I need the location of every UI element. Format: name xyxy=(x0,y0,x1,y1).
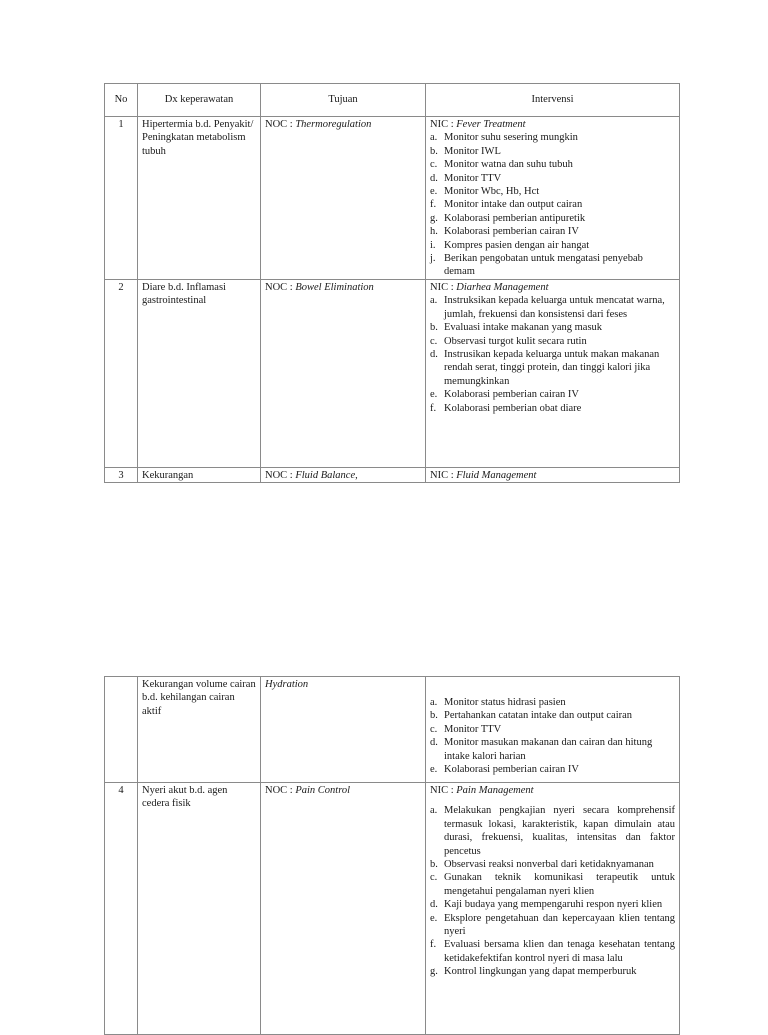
item-marker: f. xyxy=(430,199,437,211)
item-text: Observasi turgot kulit secara rutin xyxy=(444,335,587,347)
item-text: Monitor TTV xyxy=(444,723,502,735)
care-plan-table-top xyxy=(104,83,680,483)
item-marker: d. xyxy=(430,348,438,360)
item-text: Berikan pengobatan untuk mengatasi penyebab demam xyxy=(444,253,643,278)
noc-prefix: NOC : xyxy=(265,785,296,796)
nic-intervention: Fluid Management xyxy=(456,469,537,481)
intervention-item xyxy=(430,252,675,279)
intervention-item xyxy=(430,185,675,198)
table-row xyxy=(105,467,680,482)
item-marker: d. xyxy=(430,737,438,749)
item-text: Kompres pasien dengan air hangat xyxy=(444,239,590,251)
item-text: Monitor TTV xyxy=(444,172,502,184)
row-number: 4 xyxy=(105,783,138,1035)
item-marker: a. xyxy=(430,132,438,144)
spacer xyxy=(430,797,675,804)
spacer xyxy=(430,678,675,696)
diagnosis-cell: Hipertermia b.d. Penyakit/ Peningkatan metabolism tubuh xyxy=(138,117,261,280)
item-marker: a. xyxy=(430,697,438,708)
intervention-item xyxy=(430,131,675,144)
item-text: Kolaborasi pemberian cairan IV xyxy=(444,389,579,401)
noc-cell xyxy=(261,279,426,467)
intervention-item xyxy=(430,198,675,211)
item-text: Monitor intake dan output cairan xyxy=(444,199,583,211)
noc-outcome: Hydration xyxy=(265,679,309,690)
item-marker: f. xyxy=(430,402,437,414)
item-text: Monitor watna dan suhu tubuh xyxy=(444,159,573,171)
item-marker: b. xyxy=(430,322,438,334)
header-no: No xyxy=(105,84,138,117)
nic-intervention: Diarhea Management xyxy=(456,281,549,293)
table-row xyxy=(105,279,680,467)
item-text: Monitor Wbc, Hb, Hct xyxy=(444,186,540,198)
nic-cell xyxy=(426,279,680,467)
item-marker: e. xyxy=(430,912,438,924)
nic-cell xyxy=(426,677,680,783)
diagnosis-cell: Kekurangan volume cairan b.d. kehilangan cairan aktif xyxy=(138,677,261,783)
item-marker: d. xyxy=(430,172,438,184)
item-marker: c. xyxy=(430,723,438,735)
item-marker: d. xyxy=(430,899,438,911)
intervention-item xyxy=(430,898,675,911)
item-marker: c. xyxy=(430,872,438,884)
noc-cell xyxy=(261,783,426,1035)
nic-heading xyxy=(430,118,675,131)
item-text: Kolaborasi pemberian cairan IV xyxy=(444,764,579,776)
item-marker: f. xyxy=(430,939,437,951)
intervention-item xyxy=(430,321,675,334)
item-marker: a. xyxy=(430,295,438,307)
row-number: 1 xyxy=(105,117,138,280)
item-marker: e. xyxy=(430,389,438,401)
intervention-item xyxy=(430,804,675,858)
item-text: Instruksikan kepada keluarga untuk mencatat warna, jumlah, frekuensi dan konsistensi dari feses xyxy=(444,295,665,320)
item-text: Instrusikan kepada keluarga untuk makan makanan rendah serat, tinggi protein, dan tinggi kalori jika memungkinkan xyxy=(444,348,660,387)
item-marker: c. xyxy=(430,335,438,347)
intervention-list xyxy=(430,696,675,776)
intervention-item xyxy=(430,938,675,965)
intervention-item xyxy=(430,388,675,401)
item-text: Observasi reaksi nonverbal dari ketidaknyamanan xyxy=(444,859,654,871)
nic-cell xyxy=(426,783,680,1035)
intervention-item xyxy=(430,348,675,388)
noc-prefix: NOC : xyxy=(265,469,296,481)
intervention-item xyxy=(430,723,675,736)
intervention-item xyxy=(430,763,675,776)
intervention-item xyxy=(430,335,675,348)
noc-outcome: Bowel Elimination xyxy=(295,281,374,293)
nic-prefix: NIC : xyxy=(430,281,457,293)
item-marker: b. xyxy=(430,145,438,157)
item-marker: e. xyxy=(430,764,438,776)
item-text: Eksplore pengetahuan dan kepercayaan klien tentang nyeri xyxy=(444,912,675,938)
intervention-item xyxy=(430,912,675,939)
item-text: Monitor masukan makanan dan cairan dan hitung intake kalori harian xyxy=(444,737,653,762)
item-text: Gunakan teknik komunikasi terapeutik untuk mengetahui pengalaman nyeri klien xyxy=(444,872,675,897)
nic-prefix: NIC : xyxy=(430,119,457,130)
table-header-row xyxy=(105,84,680,117)
nic-prefix: NIC : xyxy=(430,469,457,481)
intervention-list xyxy=(430,294,675,415)
item-text: Monitor suhu sesering mungkin xyxy=(444,132,578,144)
item-marker: b. xyxy=(430,710,438,722)
intervention-item xyxy=(430,709,675,722)
nic-intervention: Fever Treatment xyxy=(456,119,526,130)
nic-cell xyxy=(426,117,680,280)
header-intervensi: Intervensi xyxy=(426,84,680,117)
intervention-item xyxy=(430,696,675,709)
item-text: Kolaborasi pemberian obat diare xyxy=(444,402,582,414)
intervention-item xyxy=(430,965,675,978)
item-marker: a. xyxy=(430,805,438,817)
intervention-list xyxy=(430,131,675,278)
item-text: Pertahankan catatan intake dan output cairan xyxy=(444,710,633,722)
item-marker: j. xyxy=(430,253,436,265)
table-row xyxy=(105,677,680,783)
item-text: Monitor status hidrasi pasien xyxy=(444,697,566,708)
intervention-item xyxy=(430,736,675,763)
item-text: Kontrol lingkungan yang dapat memperburuk xyxy=(444,966,637,978)
item-marker: g. xyxy=(430,966,438,978)
noc-cell xyxy=(261,677,426,783)
noc-cell xyxy=(261,467,426,482)
intervention-item xyxy=(430,294,675,321)
noc-outcome: Pain Control xyxy=(295,785,351,796)
intervention-list xyxy=(430,804,675,978)
item-text: Monitor IWL xyxy=(444,145,501,157)
item-text: Evaluasi bersama klien dan tenaga kesehatan tentang ketidakefektifan kontrol nyeri di masa lalu xyxy=(444,939,675,964)
item-marker: i. xyxy=(430,239,436,251)
nic-heading xyxy=(430,784,675,797)
item-text: Melakukan pengkajian nyeri secara komprehensif termasuk lokasi, karakteristik, kapan dimulain atau durasi, frekuensi, kualitas, intensitas dan faktor pencetus xyxy=(444,805,675,857)
noc-cell xyxy=(261,117,426,280)
diagnosis-cell: Nyeri akut b.d. agen cedera fisik xyxy=(138,783,261,1035)
intervention-item xyxy=(430,871,675,898)
item-marker: h. xyxy=(430,226,438,238)
table-row xyxy=(105,783,680,1035)
intervention-item xyxy=(430,858,675,871)
row-number: 3 xyxy=(105,467,138,482)
diagnosis-cell: Kekurangan xyxy=(138,467,261,482)
noc-outcome: Fluid Balance, xyxy=(295,469,358,481)
intervention-item xyxy=(430,172,675,185)
item-marker: c. xyxy=(430,159,438,171)
nic-intervention: Pain Management xyxy=(456,785,534,796)
item-text: Kaji budaya yang mempengaruhi respon nyeri klien xyxy=(444,899,663,911)
intervention-item xyxy=(430,158,675,171)
item-text: Kolaborasi pemberian antipuretik xyxy=(444,212,586,224)
item-text: Evaluasi intake makanan yang masuk xyxy=(444,322,603,334)
noc-prefix: NOC : xyxy=(265,119,296,130)
item-text: Kolaborasi pemberian cairan IV xyxy=(444,226,579,238)
intervention-item xyxy=(430,145,675,158)
header-tujuan: Tujuan xyxy=(261,84,426,117)
item-marker: b. xyxy=(430,859,438,871)
row-number: 2 xyxy=(105,279,138,467)
nic-prefix: NIC : xyxy=(430,785,457,796)
item-marker: g. xyxy=(430,212,438,224)
noc-outcome: Thermoregulation xyxy=(295,119,372,130)
intervention-item xyxy=(430,402,675,415)
intervention-item xyxy=(430,212,675,225)
care-plan-table-bottom xyxy=(104,676,680,1035)
table-row xyxy=(105,117,680,280)
item-marker: e. xyxy=(430,186,438,198)
intervention-item xyxy=(430,225,675,238)
intervention-item xyxy=(430,239,675,252)
row-number xyxy=(105,677,138,783)
nic-cell xyxy=(426,467,680,482)
header-dx-keperawatan: Dx keperawatan xyxy=(138,84,261,117)
diagnosis-cell: Diare b.d. Inflamasi gastrointestinal xyxy=(138,279,261,467)
noc-prefix: NOC : xyxy=(265,281,296,293)
nic-heading xyxy=(430,281,675,294)
